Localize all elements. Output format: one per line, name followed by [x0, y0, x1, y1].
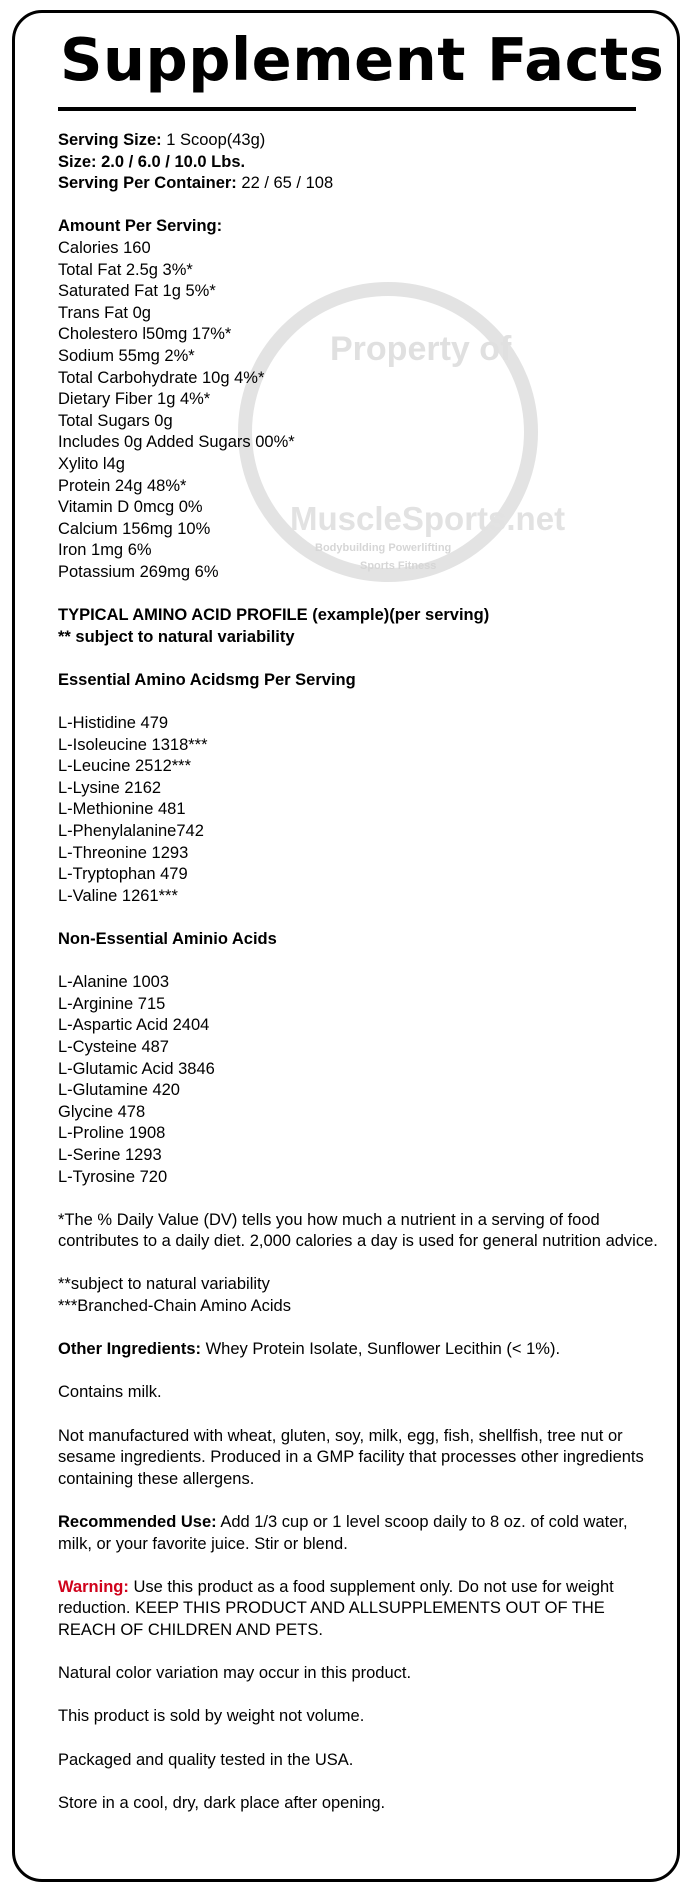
page-title: Supplement Facts [60, 25, 665, 94]
watermark-top-text: Property of [330, 330, 512, 368]
amino-acid-row: L-Cysteine 487 [58, 1037, 169, 1056]
amino-acid-row: L-Valine 1261*** [58, 886, 178, 905]
contains-note: Contains milk. [58, 1383, 162, 1402]
amino-profile-note: ** subject to natural variability [58, 627, 295, 646]
amino-acid-row: Glycine 478 [58, 1102, 146, 1121]
nutrient-row: Calcium 156mg 10% [58, 519, 211, 538]
serving-size [58, 130, 658, 152]
label-content [58, 130, 658, 1814]
amino-acid-row: L-Histidine 479 [58, 714, 169, 733]
watermark-brand-text: MuscleSports.net [290, 500, 566, 537]
nutrient-row: Protein 24g 48%* [58, 476, 187, 495]
nutrient-row: Potassium 269mg 6% [58, 562, 219, 581]
color-note: Natural color variation may occur in this product. [58, 1664, 412, 1683]
other-ingredients-value: Whey Protein Isolate, Sunflower Lecithin (< 1%). [201, 1340, 561, 1359]
title-rule [58, 107, 636, 111]
bcaa-note: ***Branched-Chain Amino Acids [58, 1297, 291, 1316]
amino-acid-row: L-Phenylalanine742 [58, 822, 204, 840]
variability-note: **subject to natural variability [58, 1275, 270, 1294]
servings-per-container [58, 173, 658, 195]
nutrient-row: Total Sugars 0g [58, 411, 173, 430]
amino-acid-row: L-Glutamine 420 [58, 1081, 180, 1100]
warning-label: Warning: [58, 1577, 129, 1596]
nutrient-row: Includes 0g Added Sugars 00%* [58, 433, 295, 452]
recommended-use [58, 1512, 658, 1555]
warning [58, 1577, 658, 1642]
recommended-use-value: Add 1/3 cup or 1 level scoop daily to 8 oz. of cold water, milk, or your favorite juice. Stir or blend. [58, 1513, 628, 1553]
amino-profile-heading: TYPICAL AMINO ACID PROFILE (example)(per serving) [58, 606, 490, 625]
nutrient-row: Iron 1mg 6% [58, 541, 152, 560]
watermark-sub-text: Bodybuilding Powerlifting [315, 542, 452, 554]
nonessential-heading: Non-Essential Aminio Acids [58, 929, 277, 948]
nutrient-row: Sodium 55mg 2%* [58, 346, 195, 365]
daily-value-note: *The % Daily Value (DV) tells you how much a nutrient in a serving of food contributes to a daily diet. 2,000 calories a day is used for general nutrition advice. [58, 1210, 658, 1251]
essential-heading: Essential Amino Acidsmg Per Serving [58, 670, 356, 689]
nonessential-amino-list [58, 972, 658, 1188]
amino-acid-row: L-Lysine 2162 [58, 778, 162, 797]
pack-sizes: Size: 2.0 / 6.0 / 10.0 Lbs. [58, 152, 246, 171]
nutrients-heading: Amount Per Serving: [58, 217, 223, 236]
recommended-use-label: Recommended Use: [58, 1513, 217, 1531]
storage-note: Store in a cool, dry, dark place after opening. [58, 1793, 386, 1812]
nutrient-row: Total Fat 2.5g 3%* [58, 260, 193, 279]
amino-acid-row: L-Isoleucine 1318*** [58, 735, 208, 754]
nutrient-row: Calories 160 [58, 238, 151, 257]
nutrient-row: Cholestero l50mg 17%* [58, 325, 232, 344]
amino-acid-row: L-Methionine 481 [58, 800, 186, 819]
nutrient-row: Saturated Fat 1g 5%* [58, 282, 216, 301]
amino-acid-row: L-Tyrosine 720 [58, 1167, 168, 1186]
nutrients-list [58, 238, 658, 584]
servings-per-container-value: 22 / 65 / 108 [241, 174, 334, 193]
other-ingredients [58, 1339, 658, 1361]
amino-acid-row: L-Aspartic Acid 2404 [58, 1016, 210, 1035]
amino-acid-row: L-Leucine 2512*** [58, 757, 192, 776]
warning-value: Use this product as a food supplement only. Do not use for weight reduction. KEEP THIS PRODUCT AND ALLSUPPLEMENTS OUT OF THE REACH OF CHILDREN AND PETS. [58, 1577, 614, 1639]
servings-per-container-label: Serving Per Container: [58, 174, 237, 193]
essential-amino-list [58, 713, 658, 907]
nutrient-row: Total Carbohydrate 10g 4%* [58, 368, 265, 387]
watermark-sub-text-2: Sports Fitness [360, 560, 437, 572]
amino-acid-row: L-Serine 1293 [58, 1145, 162, 1164]
nutrient-row: Trans Fat 0g [58, 303, 151, 322]
other-ingredients-label: Other Ingredients: [58, 1340, 202, 1359]
packaged-note: Packaged and quality tested in the USA. [58, 1750, 354, 1769]
serving-size-value: 1 Scoop(43g) [166, 131, 266, 149]
nutrient-row: Vitamin D 0mcg 0% [58, 498, 203, 517]
weight-note: This product is sold by weight not volume. [58, 1707, 365, 1726]
amino-acid-row: L-Glutamic Acid 3846 [58, 1059, 215, 1078]
amino-acid-row: L-Alanine 1003 [58, 973, 170, 992]
amino-acid-row: L-Tryptophan 479 [58, 865, 188, 884]
nutrient-row: Dietary Fiber 1g 4%* [58, 390, 211, 409]
amino-acid-row: L-Proline 1908 [58, 1124, 166, 1143]
amino-acid-row: L-Threonine 1293 [58, 843, 189, 862]
amino-acid-row: L-Arginine 715 [58, 994, 166, 1013]
nutrient-row: Xylito l4g [58, 454, 125, 473]
serving-size-label: Serving Size: [58, 131, 162, 149]
allergen-note: Not manufactured with wheat, gluten, soy, milk, egg, fish, shellfish, tree nut or sesame ingredients. Produced in a GMP facility that processes other ingredients containing these allergens. [58, 1426, 644, 1488]
